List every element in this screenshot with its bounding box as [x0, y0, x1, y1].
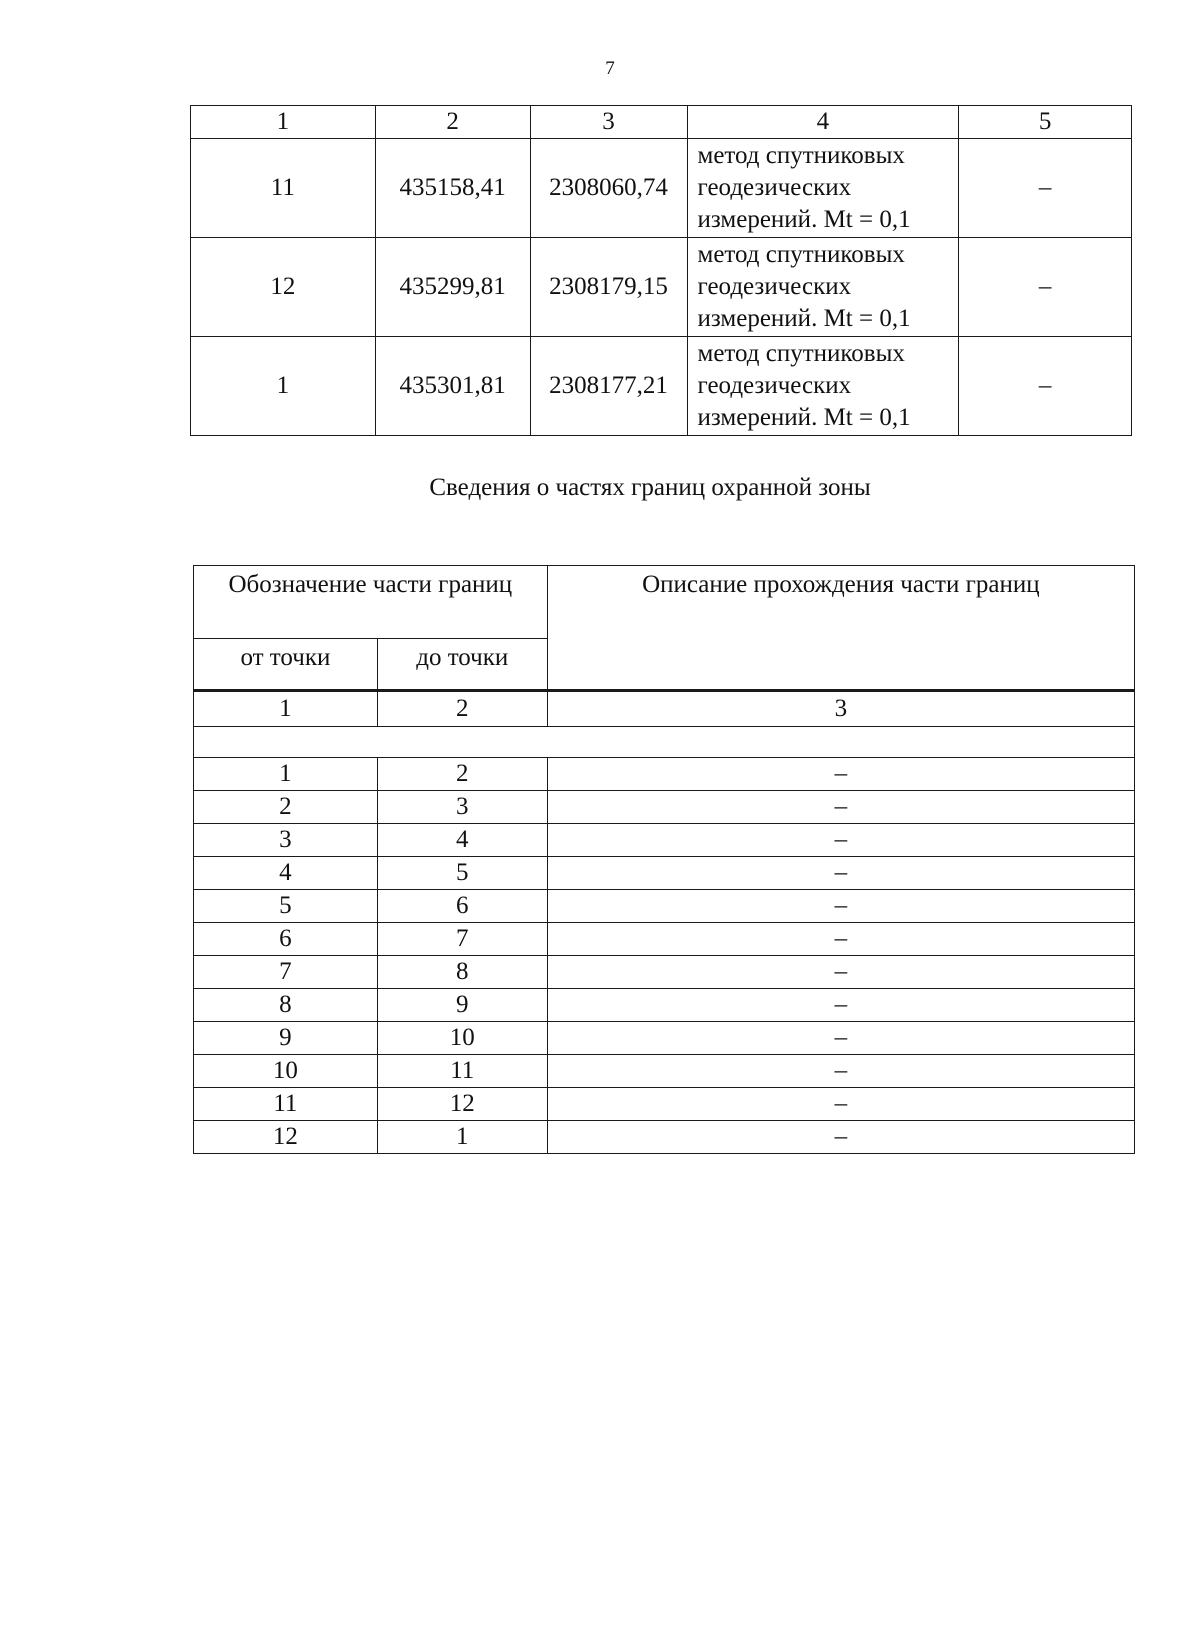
from-point: 12 — [194, 1121, 378, 1154]
column-number: 2 — [375, 106, 530, 139]
table-row — [194, 758, 1135, 791]
table-row — [194, 1022, 1135, 1055]
column-number-row — [191, 106, 1132, 139]
empty-cell — [194, 727, 1135, 758]
table-row — [194, 890, 1135, 923]
method-description: метод спутниковых геодезических измерений. Mt = 0,1 — [687, 238, 959, 337]
table-row — [191, 337, 1132, 436]
to-point: 8 — [377, 956, 547, 989]
part-description: – — [547, 1055, 1134, 1088]
part-description: – — [547, 1121, 1134, 1154]
from-point: 6 — [194, 923, 378, 956]
table-row — [191, 238, 1132, 337]
table-row — [194, 989, 1135, 1022]
from-point: 4 — [194, 857, 378, 890]
part-description: – — [547, 824, 1134, 857]
coordinate-x: 435299,81 — [375, 238, 530, 337]
to-point: 12 — [377, 1088, 547, 1121]
table-row — [194, 1088, 1135, 1121]
column-number: 1 — [191, 106, 376, 139]
to-point: 2 — [377, 758, 547, 791]
column-number: 3 — [530, 106, 687, 139]
part-description: – — [547, 1088, 1134, 1121]
column-number: 5 — [959, 106, 1132, 139]
table-row — [194, 1121, 1135, 1154]
section-title: Сведения о частях границ охранной зоны — [429, 474, 871, 501]
column-number: 1 — [194, 691, 378, 727]
part-description: – — [547, 1022, 1134, 1055]
to-point: 9 — [377, 989, 547, 1022]
point-number: 12 — [191, 238, 376, 337]
to-point: 10 — [377, 1022, 547, 1055]
part-description: – — [547, 857, 1134, 890]
from-point: 9 — [194, 1022, 378, 1055]
part-description: – — [547, 989, 1134, 1022]
coordinates-table — [190, 105, 1132, 436]
column-number: 4 — [687, 106, 959, 139]
column-number: 3 — [547, 691, 1134, 727]
column-number: 2 — [377, 691, 547, 727]
to-point: 4 — [377, 824, 547, 857]
note: – — [959, 238, 1132, 337]
note: – — [959, 139, 1132, 238]
header-row — [194, 566, 1135, 639]
part-description: – — [547, 923, 1134, 956]
part-description: – — [547, 791, 1134, 824]
table-row — [194, 1055, 1135, 1088]
coordinate-y: 2308177,21 — [530, 337, 687, 436]
from-point: 11 — [194, 1088, 378, 1121]
to-point: 6 — [377, 890, 547, 923]
from-point: 3 — [194, 824, 378, 857]
from-point: 2 — [194, 791, 378, 824]
from-point-header: от точки — [194, 639, 378, 691]
from-point: 8 — [194, 989, 378, 1022]
boundary-part-description-header: Описание прохождения части границ — [547, 566, 1134, 691]
note: – — [959, 337, 1132, 436]
table-row — [191, 139, 1132, 238]
to-point: 11 — [377, 1055, 547, 1088]
boundary-part-designation-header: Обозначение части границ — [194, 566, 548, 639]
method-description: метод спутниковых геодезических измерений. Mt = 0,1 — [687, 139, 959, 238]
part-description: – — [547, 890, 1134, 923]
coordinate-y: 2308060,74 — [530, 139, 687, 238]
method-description: метод спутниковых геодезических измерений. Mt = 0,1 — [687, 337, 959, 436]
to-point: 5 — [377, 857, 547, 890]
to-point: 3 — [377, 791, 547, 824]
table-row — [194, 923, 1135, 956]
table-row — [194, 824, 1135, 857]
part-description: – — [547, 758, 1134, 791]
table-row — [194, 956, 1135, 989]
from-point: 1 — [194, 758, 378, 791]
from-point: 10 — [194, 1055, 378, 1088]
coordinate-x: 435158,41 — [375, 139, 530, 238]
point-number: 1 — [191, 337, 376, 436]
to-point-header: до точки — [377, 639, 547, 691]
to-point: 7 — [377, 923, 547, 956]
from-point: 5 — [194, 890, 378, 923]
from-point: 7 — [194, 956, 378, 989]
coordinate-x: 435301,81 — [375, 337, 530, 436]
boundary-parts-table — [193, 565, 1135, 1154]
table-row — [194, 857, 1135, 890]
empty-row — [194, 727, 1135, 758]
to-point: 1 — [377, 1121, 547, 1154]
page-number: 7 — [605, 58, 615, 79]
coordinate-y: 2308179,15 — [530, 238, 687, 337]
point-number: 11 — [191, 139, 376, 238]
column-number-row — [194, 691, 1135, 727]
part-description: – — [547, 956, 1134, 989]
table-row — [194, 791, 1135, 824]
